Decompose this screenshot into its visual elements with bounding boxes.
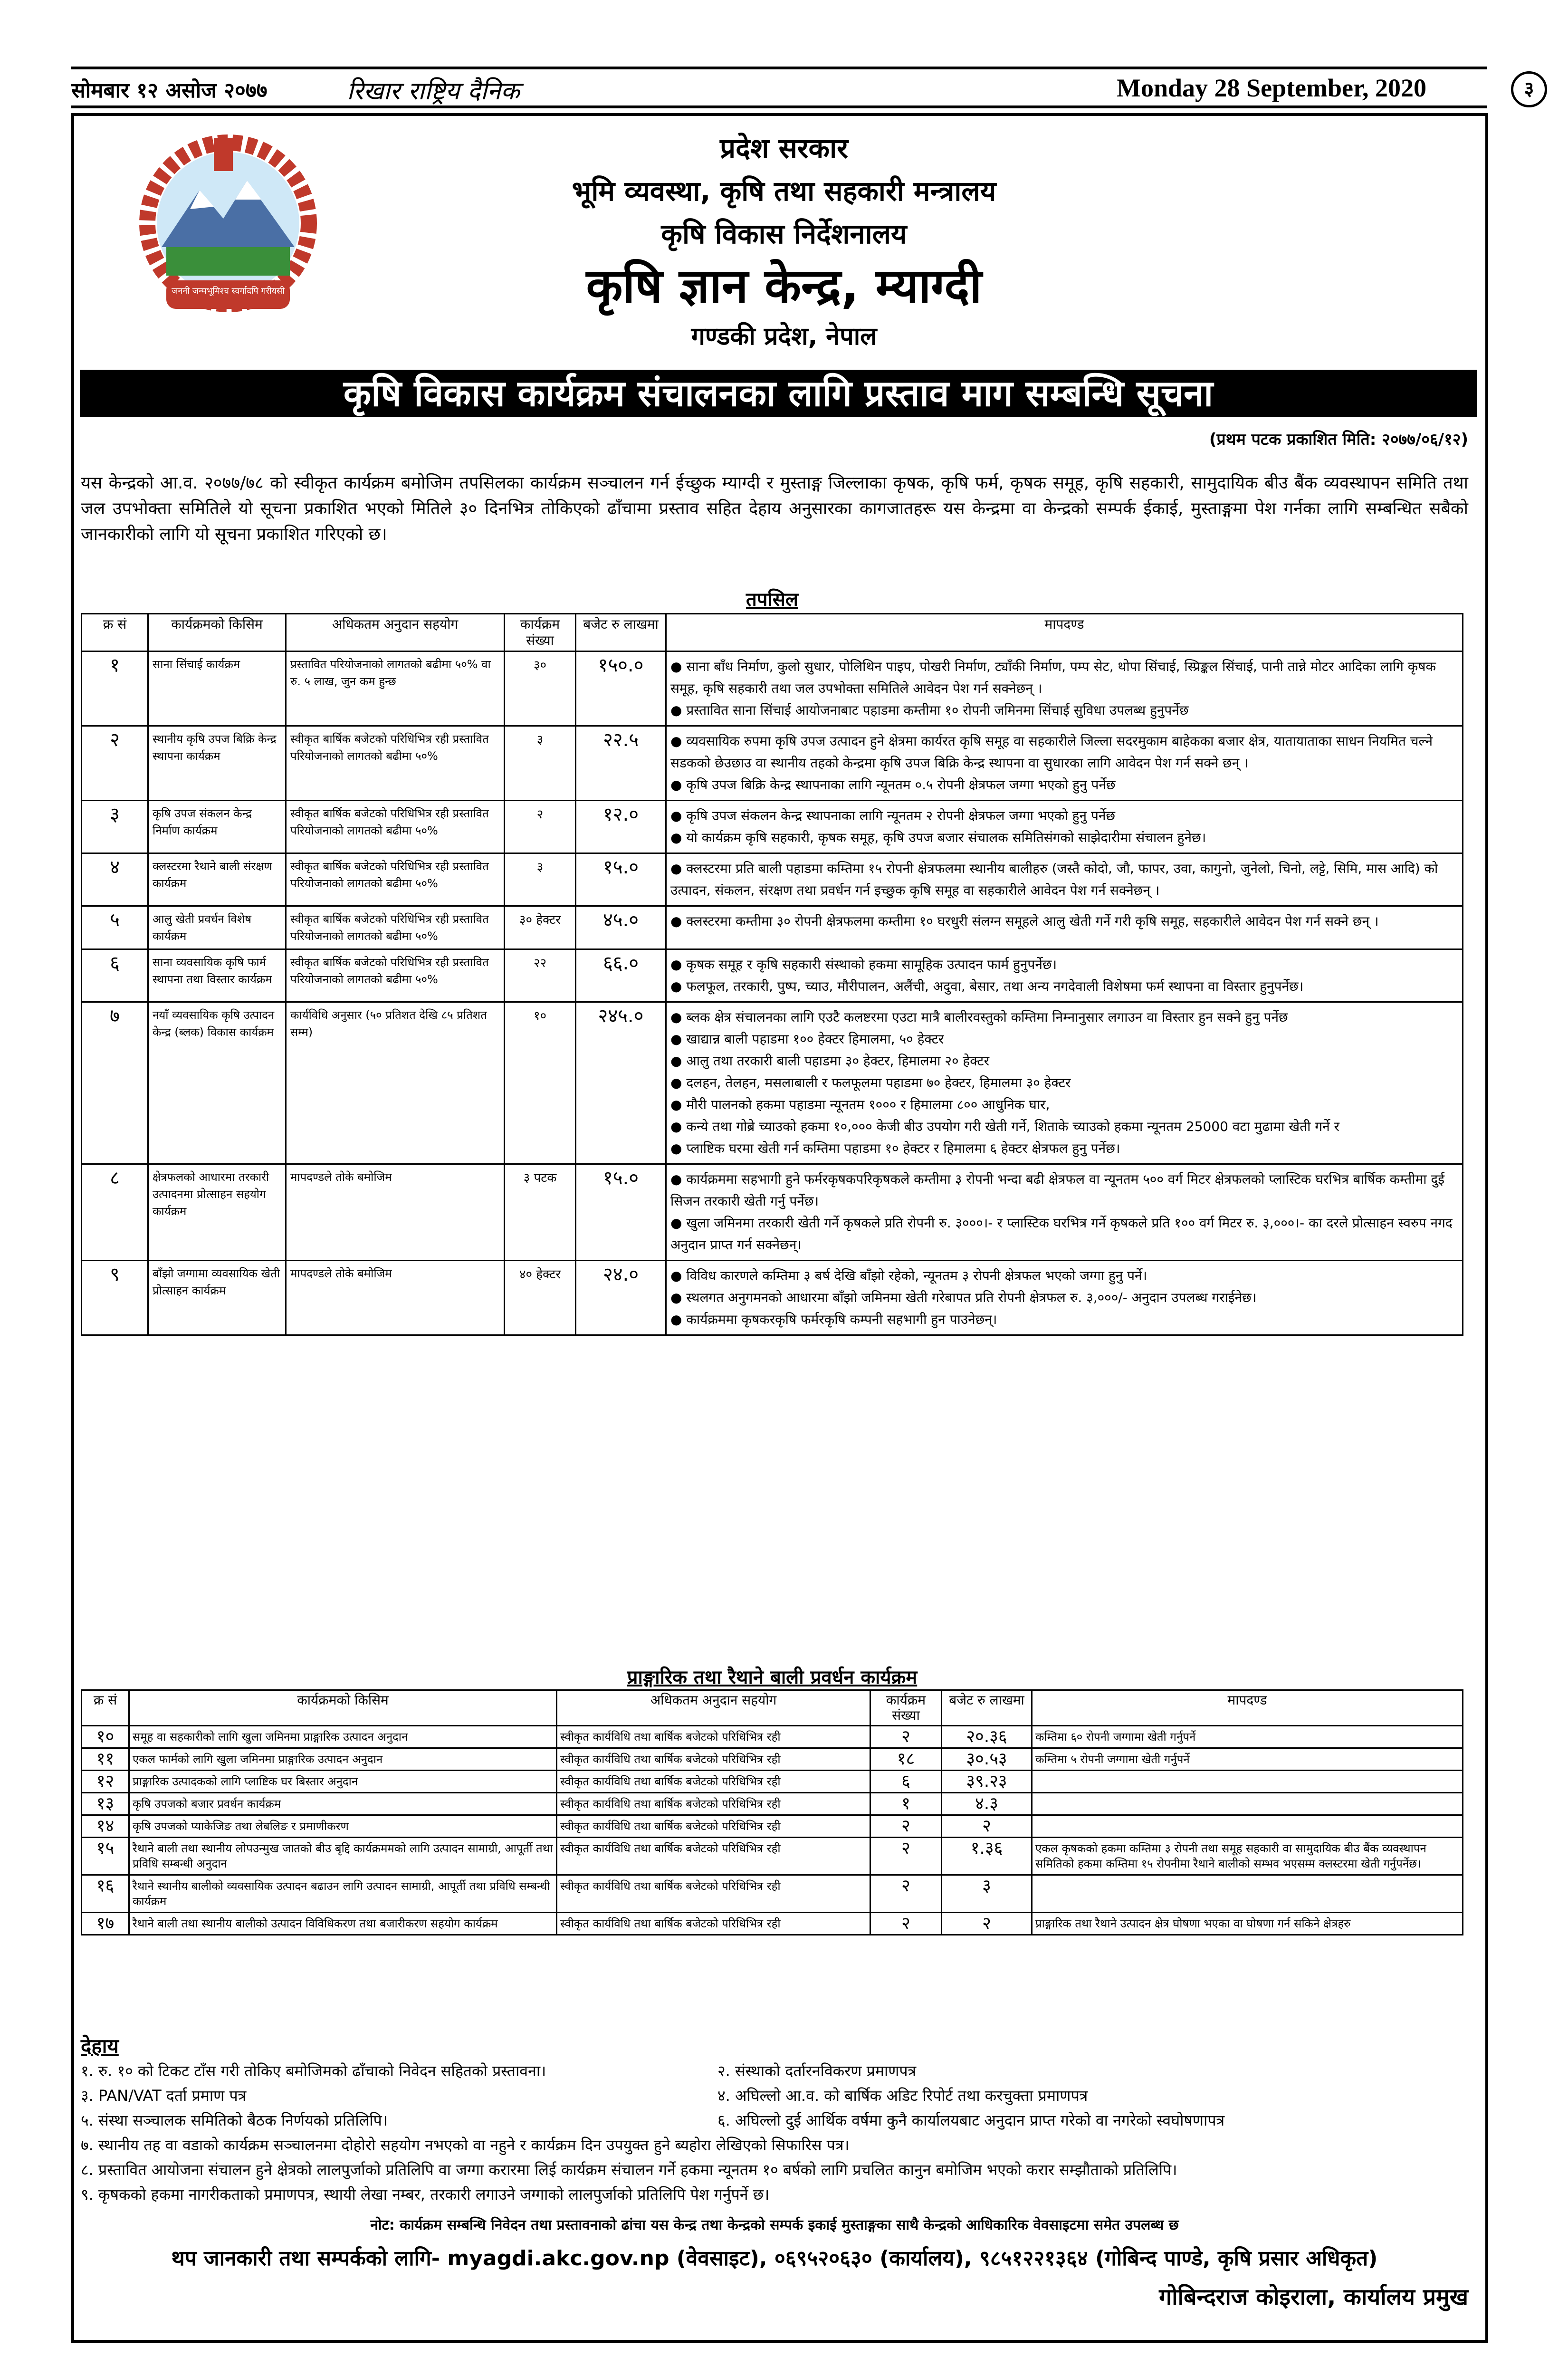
- bullet-icon: ●: [670, 1053, 687, 1069]
- row-program-name: आलु खेती प्रवर्धन विशेष कार्यक्रम: [148, 906, 286, 949]
- row-count: ३: [505, 726, 576, 801]
- organic-program-table: [81, 1689, 1463, 1935]
- row-program-name: नयाँ व्यवसायिक कृषि उत्पादन केन्द्र (ब्लक) विकास कार्यक्रम: [148, 1002, 286, 1164]
- attachment-item: ५. संस्था सञ्चालक समितिको बैठक निर्णयको प्रतिलिपि।: [81, 2111, 388, 2129]
- row-grant: स्वीकृत कार्यविधि तथा बार्षिक बजेटको परिधिभित्र रही: [557, 1913, 870, 1935]
- criteria-item: आलु तथा तरकारी बाली पहाडमा ३० हेक्टर, हिमालमा २० हेक्टर: [686, 1053, 990, 1069]
- row-budget: ३९.२३: [942, 1771, 1032, 1793]
- row-program-name: समूह वा सहकारीको लागि खुला जमिनमा प्राङ्गारिक उत्पादन अनुदान: [129, 1726, 557, 1748]
- table-row: [82, 1002, 1463, 1164]
- row-budget: २: [942, 1913, 1032, 1935]
- row-budget: १२.०: [576, 801, 666, 853]
- criteria-item: ब्लक क्षेत्र संचालनका लागि एउटै कलष्टरमा एउटा मात्रै बालीरवस्तुको कम्तिमा निम्नानुसार लगाउन वा विस्तार हुन सक्ने हुनु पर्नेछ: [686, 1009, 1288, 1025]
- row-count: ४० हेक्टर: [505, 1261, 576, 1335]
- row-program-name: कृषि उपजको प्याकेजिङ तथा लेबलिङ र प्रमाणीकरण: [129, 1815, 557, 1838]
- row-program-name: प्राङ्गारिक उत्पादकको लागि प्लाष्टिक घर बिस्तार अनुदान: [129, 1771, 557, 1793]
- col-header-program: कार्यक्रमको किसिम: [148, 614, 286, 651]
- row-count: ३० हेक्टर: [505, 906, 576, 949]
- row-program-name: कृषि उपजको बजार प्रवर्धन कार्यक्रम: [129, 1793, 557, 1815]
- row-budget: २: [942, 1815, 1032, 1838]
- header-date-english: Monday 28 September, 2020: [1117, 74, 1427, 102]
- row-count: ३०: [505, 651, 576, 726]
- criteria-item: कार्यक्रममा कृषकरकृषि फर्मरकृषि कम्पनी सहभागी हुन पाउनेछन्।: [686, 1312, 997, 1327]
- row-budget: १५.०: [576, 853, 666, 906]
- row-criteria: [666, 726, 1463, 801]
- row-grant: स्वीकृत कार्यविधि तथा बार्षिक बजेटको परिधिभित्र रही: [557, 1838, 870, 1875]
- row-criteria: [666, 801, 1463, 853]
- attachments-section: [81, 2034, 1459, 2207]
- row-program-name: स्थानीय कृषि उपज बिक्रि केन्द्र स्थापना कार्यक्रम: [148, 726, 286, 801]
- table-row: [82, 1771, 1463, 1793]
- row-count: २: [505, 801, 576, 853]
- table-row: [82, 1793, 1463, 1815]
- row-program-name: साना व्यवसायिक कृषि फार्म स्थापना तथा विस्तार कार्यक्रम: [148, 949, 286, 1002]
- bullet-icon: ●: [670, 978, 687, 994]
- table-row: [82, 906, 1463, 949]
- bullet-icon: ●: [670, 1140, 687, 1156]
- bullet-icon: ●: [670, 957, 687, 972]
- header-date-nepali: सोमबार १२ असोज २०७७: [71, 78, 268, 103]
- col-header-sn: क्र सं: [82, 1690, 129, 1726]
- row-grant: प्रस्तावित परियोजनाको लागतको बढीमा ५०% वा रु. ५ लाख, जुन कम हुन्छ: [286, 651, 505, 726]
- row-sn: १७: [82, 1913, 129, 1935]
- row-sn: ३: [82, 801, 148, 853]
- org-line-3: कृषि विकास निर्देशनालय: [661, 218, 907, 250]
- row-grant: स्वीकृत बार्षिक बजेटको परिधिभित्र रही प्रस्तावित परियोजनाको लागतको बढीमा ५०%: [286, 801, 505, 853]
- attachment-item: ३. PAN/VAT दर्ता प्रमाण पत्र: [81, 2087, 247, 2105]
- row-grant: मापदण्डले तोके बमोजिम: [286, 1261, 505, 1335]
- row-criteria: [1032, 1771, 1463, 1793]
- row-criteria: [666, 906, 1463, 949]
- row-program-name: एकल फार्मको लागि खुला जमिनमा प्राङ्गारिक उत्पादन अनुदान: [129, 1748, 557, 1771]
- row-grant: स्वीकृत बार्षिक बजेटको परिधिभित्र रही प्रस्तावित परियोजनाको लागतको बढीमा ५०%: [286, 726, 505, 801]
- table-row: [82, 1261, 1463, 1335]
- row-program-name: कृषि उपज संकलन केन्द्र निर्माण कार्यक्रम: [148, 801, 286, 853]
- bullet-icon: ●: [670, 808, 687, 824]
- criteria-item: कृषि उपज बिक्रि केन्द्र स्थापनाका लागि न्यूनतम ०.५ रोपनी क्षेत्रफल जग्गा भएको हुनु पर्नेछ: [686, 777, 1116, 793]
- row-sn: ११: [82, 1748, 129, 1771]
- criteria-item: कृषक समूह र कृषि सहकारी संस्थाको हकमा सामूहिक उत्पादन फार्म हुनुपर्नेछ।: [686, 957, 1057, 972]
- row-criteria: कम्तिमा ६० रोपनी जग्गामा खेती गर्नुपर्ने: [1032, 1726, 1463, 1748]
- row-program-name: साना सिंचाई कार्यक्रम: [148, 651, 286, 726]
- criteria-item: फलफूल, तरकारी, पुष्प, च्याउ, मौरीपालन, अलैंची, अदुवा, बेसार, तथा अन्य नगदेवाली विशेषमा फर्म स्थापना वा विस्तार हुनुपर्नेछ।: [686, 978, 1304, 994]
- row-grant: स्वीकृत कार्यविधि तथा बार्षिक बजेटको परिधिभित्र रही: [557, 1748, 870, 1771]
- table-row: [82, 1164, 1463, 1261]
- row-grant: स्वीकृत कार्यविधि तथा बार्षिक बजेटको परिधिभित्र रही: [557, 1815, 870, 1838]
- newspaper-header: [71, 71, 1534, 105]
- newspaper-name: रिखार राष्ट्रिय दैनिक: [347, 77, 520, 105]
- page-number: ३: [1511, 71, 1547, 107]
- criteria-item: प्रस्तावित साना सिंचाई आयोजनाबाट पहाडमा कम्तीमा १० रोपनी जमिनमा सिंचाई सुविधा उपलब्ध हुनुपर्नेछ: [686, 702, 1189, 718]
- row-grant: स्वीकृत बार्षिक बजेटको परिधिभित्र रही प्रस्तावित परियोजनाको लागतको बढीमा ५०%: [286, 949, 505, 1002]
- emblem-icon: [105, 128, 352, 328]
- row-criteria: [1032, 1875, 1463, 1913]
- program-table: [81, 613, 1463, 1336]
- bullet-icon: ●: [670, 1290, 687, 1305]
- row-budget: ३०.५३: [942, 1748, 1032, 1771]
- table-row: [82, 651, 1463, 726]
- attachments-title: देहाय: [81, 2034, 119, 2058]
- row-sn: १: [82, 651, 148, 726]
- row-sn: ९: [82, 1261, 148, 1335]
- criteria-item: स्थलगत अनुगमनको आधारमा बाँझो जमिनमा खेती गरेबापत प्रति रोपनी क्षेत्रफल रु. ३,०००/- अनुदान उपलब्ध गराईनेछ।: [686, 1290, 1257, 1305]
- row-sn: १४: [82, 1815, 129, 1838]
- row-count: ३ पटक: [505, 1164, 576, 1261]
- bullet-icon: ●: [670, 861, 687, 876]
- row-criteria: [666, 1261, 1463, 1335]
- table-row: [82, 1875, 1463, 1913]
- row-count: १८: [870, 1748, 942, 1771]
- col-header-grant: अधिकतम अनुदान सहयोग: [286, 614, 505, 651]
- bullet-icon: ●: [670, 1312, 687, 1327]
- col-header-count: कार्यक्रम संख्या: [505, 614, 576, 651]
- row-budget: २०.३६: [942, 1726, 1032, 1748]
- bullet-icon: ●: [670, 1171, 687, 1187]
- row-program-name: बाँझो जग्गामा व्यवसायिक खेती प्रोत्साहन कार्यक्रम: [148, 1261, 286, 1335]
- row-sn: २: [82, 726, 148, 801]
- nepal-emblem: [105, 128, 352, 328]
- attachment-item: ७. स्थानीय तह वा वडाको कार्यक्रम सञ्चालनमा दोहोरो सहयोग नभएको वा नहुने र कार्यक्रम दिन उपयुक्त हुने ब्यहोरा लेखिएको सिफारिस पत्र।: [81, 2136, 850, 2154]
- row-budget: १.३६: [942, 1838, 1032, 1875]
- row-count: ३: [505, 853, 576, 906]
- table-header-row: [82, 1690, 1463, 1726]
- criteria-item: क्लस्टरमा प्रति बाली पहाडमा कम्तिमा १५ रोपनी क्षेत्रफलमा स्थानीय बालीहरु (जस्तै कोदो, जौ, फापर, उवा, कागुनो, जुनेलो, चिनो, लट्टे, सिमि, मास आदि) को उत्पादन, संकलन, संरक्षण तथा प्रवर्धन गर्न इच्छुक कृषि समूह वा सहकारीले आवेदन पेश गर्न सक्नेछन् ।: [670, 861, 1438, 898]
- row-criteria: [666, 853, 1463, 906]
- row-criteria: [1032, 1815, 1463, 1838]
- table-row: [82, 801, 1463, 853]
- row-sn: १३: [82, 1793, 129, 1815]
- criteria-item: क्लस्टरमा कम्तीमा ३० रोपनी क्षेत्रफलमा कम्तीमा १० घरधुरी संलग्न समूहले आलु खेती गर्ने गरी कृषि समूह, सहकारीले आवेदन पेश गर्न सक्ने छन् ।: [686, 913, 1379, 929]
- row-grant: स्वीकृत कार्यविधि तथा बार्षिक बजेटको परिधिभित्र रही: [557, 1726, 870, 1748]
- criteria-item: दलहन, तेलहन, मसलाबाली र फलफूलमा पहाडमा ७० हेक्टर, हिमालमा ३० हेक्टर: [686, 1075, 1071, 1091]
- col-header-criteria: मापदण्ड: [666, 614, 1463, 651]
- row-budget: २२.५: [576, 726, 666, 801]
- col-header-budget: बजेट रु लाखमा: [942, 1690, 1032, 1726]
- notice-title-banner: कृषि विकास कार्यक्रम संचालनका लागि प्रस्ताव माग सम्बन्धि सूचना: [80, 370, 1477, 417]
- bullet-icon: ●: [670, 830, 687, 845]
- row-budget: ३: [942, 1875, 1032, 1913]
- row-criteria: [666, 1002, 1463, 1164]
- attachment-item: ८. प्रस्तावित आयोजना संचालन हुने क्षेत्रको लालपुर्जाको प्रतिलिपि वा जग्गा करारमा लिई कार्यक्रम संचालन गर्ने हकमा न्यूनतम १० बर्षको लागि प्रचलित कानुन बमोजिम भएको करार सम्झौताको प्रतिलिपि।: [81, 2161, 1177, 2179]
- bullet-icon: ●: [670, 1031, 687, 1047]
- row-sn: ४: [82, 853, 148, 906]
- row-criteria: कम्तिमा ५ रोपनी जग्गामा खेती गर्नुपर्ने: [1032, 1748, 1463, 1771]
- attachment-item: ९. कृषकको हकमा नागरीकताको प्रमाणपत्र, स्थायी लेखा नम्बर, तरकारी लगाउने जग्गाको लालपुर्जाको प्रतिलिपि पेश गर्नुपर्ने छ।: [81, 2185, 770, 2204]
- col-header-sn: क्र सं: [82, 614, 148, 651]
- bullet-icon: ●: [670, 1009, 687, 1025]
- row-grant: स्वीकृत बार्षिक बजेटको परिधिभित्र रही प्रस्तावित परियोजनाको लागतको बढीमा ५०%: [286, 906, 505, 949]
- criteria-item: खुला जमिनमा तरकारी खेती गर्ने कृषकले प्रति रोपनी रु. ३०००।- र प्लास्टिक घरभित्र गर्ने कृषकले प्रति १०० वर्ग मिटर रु. ३,०००।- का दरले प्रोत्साहन स्वरुप नगद अनुदान प्राप्त गर्न सक्नेछन्।: [670, 1215, 1453, 1253]
- org-line-1: प्रदेश सरकार: [720, 132, 848, 164]
- row-sn: १२: [82, 1771, 129, 1793]
- table-row: [82, 1726, 1463, 1748]
- attachment-item: १. रु. १० को टिकट टाँस गरी तोकिए बमोजिमको ढाँचाको निवेदन सहितको प्रस्तावना।: [81, 2062, 546, 2080]
- col-header-count: कार्यक्रम संख्या: [870, 1690, 942, 1726]
- table-row: [82, 1838, 1463, 1875]
- row-count: १: [870, 1793, 942, 1815]
- row-budget: २४.०: [576, 1261, 666, 1335]
- row-sn: १६: [82, 1875, 129, 1913]
- row-budget: ६६.०: [576, 949, 666, 1002]
- criteria-item: कार्यक्रममा सहभागी हुने फर्मरकृषकपरिकृषकले कम्तीमा ३ रोपनी भन्दा बढी क्षेत्रफल वा न्यूनतम ५०० वर्ग मिटर क्षेत्रफलको प्लास्टिक घरभित्र बार्षिक कम्तीमा दुई सिजन तरकारी खेती गर्नु पर्नेछ।: [670, 1171, 1444, 1209]
- row-budget: १५०.०: [576, 651, 666, 726]
- row-sn: १०: [82, 1726, 129, 1748]
- contact-info: थप जानकारी तथा सम्पर्कको लागि- myagdi.akc.gov.np (वेवसाइट), ०६९५२०६३० (कार्यालय), ९८५१२२१३६४ (गोबिन्द पाण्डे, कृषि प्रसार अधिकृत): [171, 2246, 1378, 2271]
- row-sn: ७: [82, 1002, 148, 1164]
- row-budget: १५.०: [576, 1164, 666, 1261]
- note-text: नोट: कार्यक्रम सम्बन्धि निवेदन तथा प्रस्तावनाको ढांचा यस केन्द्र तथा केन्द्रको सम्पर्क इकाई मुस्ताङ्गका साथै केन्द्रको आधिकारिक वेवसाइटमा समेत उपलब्ध छ: [370, 2217, 1179, 2233]
- row-sn: ५: [82, 906, 148, 949]
- col-header-program: कार्यक्रमको किसिम: [129, 1690, 557, 1726]
- row-criteria: प्राङ्गारिक तथा रैथाने उत्पादन क्षेत्र घोषणा भएका वा घोषणा गर्न सकिने क्षेत्रहरु: [1032, 1913, 1463, 1935]
- criteria-item: कृषि उपज संकलन केन्द्र स्थापनाका लागि न्यूनतम २ रोपनी क्षेत्रफल जग्गा भएको हुनु पर्नेछ: [686, 808, 1116, 824]
- row-criteria: [666, 949, 1463, 1002]
- criteria-item: मौरी पालनको हकमा पहाडमा न्यूनतम १००० र हिमालमा ८०० आधुनिक घार,: [686, 1097, 1050, 1112]
- row-grant: कार्यविधि अनुसार (५० प्रतिशत देखि ८५ प्रतिशत सम्म): [286, 1002, 505, 1164]
- col-header-criteria: मापदण्ड: [1032, 1690, 1463, 1726]
- row-count: ६: [870, 1771, 942, 1793]
- bullet-icon: ●: [670, 1215, 687, 1231]
- criteria-item: कन्ये तथा गोब्रे च्याउको हकमा १०,००० केजी बीउ उपयोग गरी खेती गर्ने, शिताके च्याउको हकमा न्यूनतम 25000 वटा मुढामा खेती गर्ने र: [686, 1119, 1339, 1134]
- criteria-item: विविध कारणले कम्तिमा ३ बर्ष देखि बाँझो रहेको, न्यूनतम ३ रोपनी क्षेत्रफल भएको जग्गा हुनु पर्ने।: [686, 1268, 1147, 1284]
- table-header-row: [82, 614, 1463, 651]
- criteria-item: व्यवसायिक रुपमा कृषि उपज उत्पादन हुने क्षेत्रमा कार्यरत कृषि समूह वा सहकारीले जिल्ला सदरमुकाम बाहेकका बजार क्षेत्र, यातायाताका साधन नियमित चल्ने सडकको छेउछाउ वा स्थानीय तहको केन्द्रमा कृषि उपज बिक्रि केन्द्र स्थापना वा सुधारका लागि आवेदन पेश गर्न सक्ने छन् ।: [670, 733, 1433, 771]
- row-count: २: [870, 1815, 942, 1838]
- row-count: २२: [505, 949, 576, 1002]
- row-grant: स्वीकृत कार्यविधि तथा बार्षिक बजेटको परिधिभित्र रही: [557, 1875, 870, 1913]
- row-grant: स्वीकृत कार्यविधि तथा बार्षिक बजेटको परिधिभित्र रही: [557, 1793, 870, 1815]
- org-line-4: कृषि ज्ञान केन्द्र, म्याग्दी: [586, 258, 982, 314]
- attachment-item: ६. अघिल्लो दुई आर्थिक वर्षमा कुनै कार्यालयबाट अनुदान प्राप्त गरेको वा नगरेको स्वघोषणापत्र: [717, 2111, 1225, 2129]
- row-budget: २४५.०: [576, 1002, 666, 1164]
- col-header-grant: अधिकतम अनुदान सहयोग: [557, 1690, 870, 1726]
- org-line-5: गण्डकी प्रदेश, नेपाल: [691, 322, 877, 351]
- criteria-item: साना बाँध निर्माण, कुलो सुधार, पोलिथिन पाइप, पोखरी निर्माण, ट्याँकी निर्माण, पम्प सेट, थोपा सिंचाई, स्प्रिङ्कल सिंचाई, पानी तान्ने मोटर आदिका लागि कृषक समूह, कृषि सहकारी तथा जल उपभोक्ता समितिले आवेदन पेश गर्न सक्नेछन् ।: [670, 659, 1436, 696]
- bullet-icon: ●: [670, 702, 687, 718]
- row-criteria: [1032, 1793, 1463, 1815]
- row-criteria: [666, 651, 1463, 726]
- row-program-name: रैथाने स्थानीय बालीको व्यवसायिक उत्पादन बढाउन लागि उत्पादन सामाग्री, आपूर्ती तथा प्रविधि सम्बन्धी कार्यक्रम: [129, 1875, 557, 1913]
- row-sn: ६: [82, 949, 148, 1002]
- row-count: २: [870, 1913, 942, 1935]
- row-program-name: क्लस्टरमा रैथाने बाली संरक्षण कार्यक्रम: [148, 853, 286, 906]
- row-count: २: [870, 1838, 942, 1875]
- row-count: २: [870, 1875, 942, 1913]
- table2-title: प्राङ्गारिक तथा रैथाने बाली प्रवर्धन कार्यक्रम: [627, 1667, 918, 1688]
- header-top-rule: [71, 67, 1487, 69]
- row-program-name: क्षेत्रफलको आधारमा तरकारी उत्पादनमा प्रोत्साहन सहयोग कार्यक्रम: [148, 1164, 286, 1261]
- attachment-item: २. संस्थाको दर्तारनविकरण प्रमाणपत्र: [717, 2062, 917, 2080]
- row-count: १०: [505, 1002, 576, 1164]
- table-row: [82, 949, 1463, 1002]
- bullet-icon: ●: [670, 733, 687, 749]
- row-grant: स्वीकृत कार्यविधि तथा बार्षिक बजेटको परिधिभित्र रही: [557, 1771, 870, 1793]
- row-sn: १५: [82, 1838, 129, 1875]
- row-sn: ८: [82, 1164, 148, 1261]
- emblem-motto: जननी जन्मभूमिश्च स्वर्गादपि गरीयसी: [172, 286, 285, 296]
- row-criteria: एकल कृषकको हकमा कम्तिमा ३ रोपनी तथा समूह सहकारी वा सामुदायिक बीउ बैंक व्यवस्थापन समितिको हकमा कम्तिमा १५ रोपनीमा रैथाने बालीको सम्भव भएसम्म क्लस्टरमा खेती गर्नुपर्नेछ।: [1032, 1838, 1463, 1875]
- criteria-item: यो कार्यक्रम कृषि सहकारी, कृषक समूह, कृषि उपज बजार संचालक समितिसंगको साझेदारीमा संचालन हुनेछ।: [686, 830, 1206, 845]
- col-header-budget: बजेट रु लाखमा: [576, 614, 666, 651]
- bullet-icon: ●: [670, 777, 687, 793]
- bullet-icon: ●: [670, 1119, 687, 1134]
- bullet-icon: ●: [670, 913, 687, 929]
- row-budget: ४.३: [942, 1793, 1032, 1815]
- table1-title: तपसिल: [746, 589, 799, 611]
- org-line-2: भूमि व्यवस्था, कृषि तथा सहकारी मन्त्रालय: [572, 175, 996, 207]
- table-row: [82, 853, 1463, 906]
- row-grant: मापदण्डले तोके बमोजिम: [286, 1164, 505, 1261]
- table-row: [82, 1815, 1463, 1838]
- bullet-icon: ●: [670, 1097, 687, 1112]
- bullet-icon: ●: [670, 1075, 687, 1091]
- table-row: [82, 1913, 1463, 1935]
- row-program-name: रैथाने बाली तथा स्थानीय बालीको उत्पादन विविधिकरण तथा बजारीकरण सहयोग कार्यक्रम: [129, 1913, 557, 1935]
- attachment-item: ४. अघिल्लो आ.व. को बार्षिक अडिट रिपोर्ट तथा करचुक्ता प्रमाणपत्र: [717, 2087, 1088, 2105]
- row-program-name: रैथाने बाली तथा स्थानीय लोपउन्मुख जातको बीउ बृद्दि कार्यक्रममको लागि उत्पादन सामाग्री, आपूर्ती तथा प्रविधि सम्बन्धी अनुदान: [129, 1838, 557, 1875]
- header-bottom-rule: [71, 105, 1487, 108]
- signature-line: गोबिन्दराज कोइराला, कार्यालय प्रमुख: [1159, 2284, 1468, 2310]
- bullet-icon: ●: [670, 1268, 687, 1284]
- row-grant: स्वीकृत बार्षिक बजेटको परिधिभित्र रही प्रस्तावित परियोजनाको लागतको बढीमा ५०%: [286, 853, 505, 906]
- row-budget: ४५.०: [576, 906, 666, 949]
- criteria-item: खाद्यान्न बाली पहाडमा १०० हेक्टर हिमालमा, ५० हेक्टर: [686, 1031, 944, 1047]
- bullet-icon: ●: [670, 659, 687, 674]
- published-date: (प्रथम पटक प्रकाशित मिति: २०७७/०६/१२): [1209, 430, 1468, 449]
- table-row: [82, 726, 1463, 801]
- intro-paragraph: यस केन्द्रको आ.व. २०७७/७८ को स्वीकृत कार्यक्रम बमोजिम तपसिलका कार्यक्रम सञ्चालन गर्न ईच्छुक म्याग्दी र मुस्ताङ्ग जिल्लाका कृषक, कृषि फर्म, कृषक समूह, कृषि सहकारी, सामुदायिक बीउ बैंक व्यवस्थापन समिति तथा जल उपभोक्ता समितिले यो सूचना प्रकाशित भएको मितिले ३० दिनभित्र तोकिएको ढाँचामा प्रस्ताव सहित देहाय अनुसारका कागजातहरू यस केन्द्रमा वा केन्द्रको सम्पर्क ईकाई, मुस्ताङ्गमा पेश गर्नका लागि सम्बन्धित सबैको जानकारीको लागि यो सूचना प्रकाशित गरिएको छ।: [81, 473, 1468, 544]
- row-criteria: [666, 1164, 1463, 1261]
- criteria-item: प्लाष्टिक घरमा खेती गर्न कम्तिमा पहाडमा १० हेक्टर र हिमालमा ६ हेक्टर क्षेत्रफल हुनु पर्नेछ।: [686, 1140, 1120, 1156]
- table-row: [82, 1748, 1463, 1771]
- row-count: २: [870, 1726, 942, 1748]
